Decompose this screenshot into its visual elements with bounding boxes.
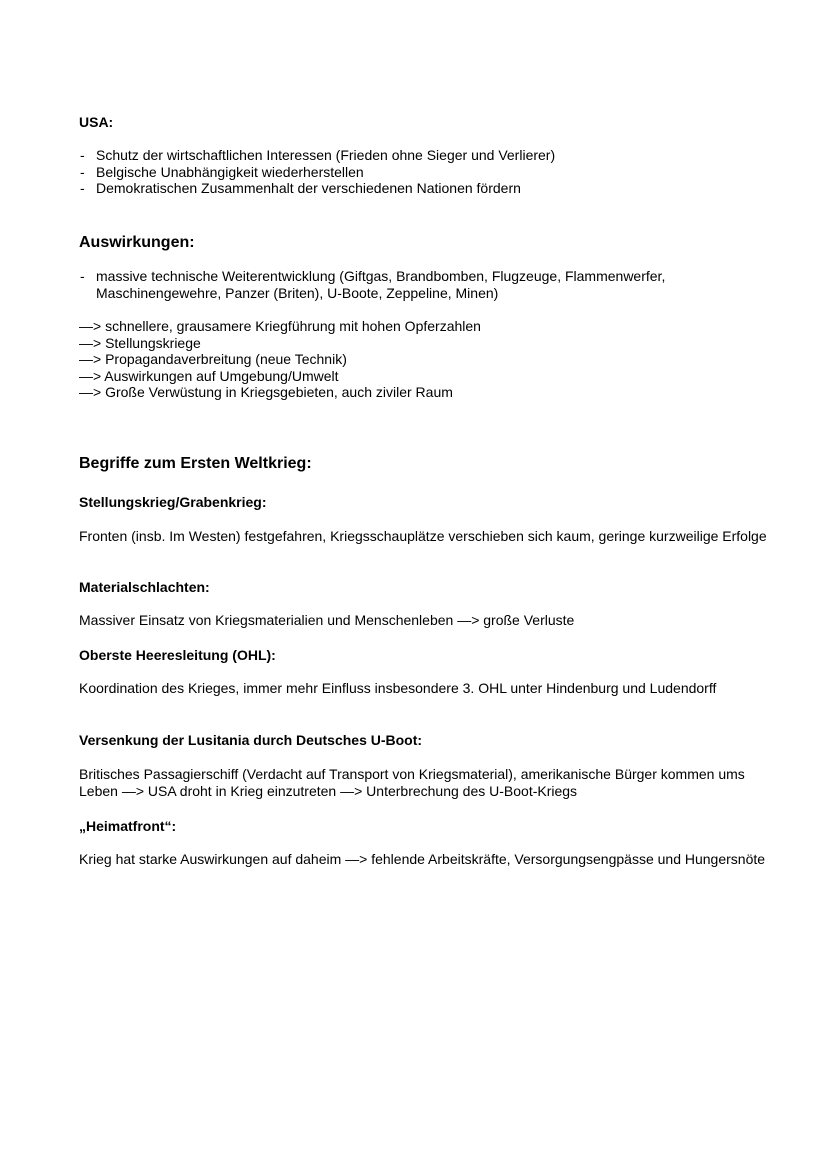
list-item: - Belgische Unabhängigkeit wiederherstellen xyxy=(80,163,364,180)
list-item: —> Auswirkungen auf Umgebung/Umwelt xyxy=(79,367,339,384)
term-definition: Fronten (insb. Im Westen) festgefahren, Kriegsschauplätze verschieben sich kaum, geringe kurzweilige Erfolge xyxy=(79,528,767,544)
list-item: —> Große Verwüstung in Kriegsgebieten, auch ziviler Raum xyxy=(79,384,453,400)
list-item: —> schnellere, grausamere Kriegführung mit hohen Opferzahlen xyxy=(79,318,481,334)
dash-bullet: - xyxy=(80,163,85,180)
dash-bullet: - xyxy=(80,147,85,163)
list-item: —> Stellungskriege xyxy=(79,334,201,351)
list-item: - massive technische Weiterentwicklung (Giftgas, Brandbomben, Flugzeuge, Flammenwerfer, Maschinengewehre, Panzer (Briten), U-Boote, Zeppeline, Minen) xyxy=(80,268,666,301)
term-title: Versenkung der Lusitania durch Deutsches U-Boot: xyxy=(79,732,423,748)
usa-heading: USA: xyxy=(79,114,114,130)
auswirkungen-heading: Auswirkungen: xyxy=(79,234,195,251)
term-title: Stellungskrieg/Grabenkrieg: xyxy=(79,494,267,510)
auswirkungen-list xyxy=(79,268,769,301)
begriffe-heading: Begriffe zum Ersten Weltkrieg: xyxy=(79,455,312,472)
term-definition: Britisches Passagierschiff (Verdacht auf Transport von Kriegsmaterial), amerikanische Bürger kommen ums Leben —> USA droht in Krieg einzutreten —> Unterbrechung des U-Boot-Kriegs xyxy=(79,766,745,799)
term-title: Oberste Heeresleitung (OHL): xyxy=(79,647,276,663)
dash-bullet: - xyxy=(80,180,85,196)
list-item: - Schutz der wirtschaftlichen Interessen (Frieden ohne Sieger und Verlierer) xyxy=(80,147,556,163)
list-item: - Demokratischen Zusammenhalt der verschiedenen Nationen fördern xyxy=(80,180,521,196)
term-title: „Heimatfront“: xyxy=(79,818,177,834)
term-definition: Massiver Einsatz von Kriegsmaterialien und Menschenleben —> große Verluste xyxy=(79,612,575,628)
list-item: —> Propagandaverbreitung (neue Technik) xyxy=(79,351,347,367)
usa-list xyxy=(79,147,769,197)
dash-bullet: - xyxy=(80,268,85,284)
consequences-list xyxy=(79,318,769,401)
term-definition: Krieg hat starke Auswirkungen auf daheim —> fehlende Arbeitskräfte, Versorgungsengpässe und Hungersnöte xyxy=(79,851,766,867)
term-definition: Koordination des Krieges, immer mehr Einfluss insbesondere 3. OHL unter Hindenburg und Ludendorff xyxy=(79,680,717,696)
term-title: Materialschlachten: xyxy=(79,579,210,595)
